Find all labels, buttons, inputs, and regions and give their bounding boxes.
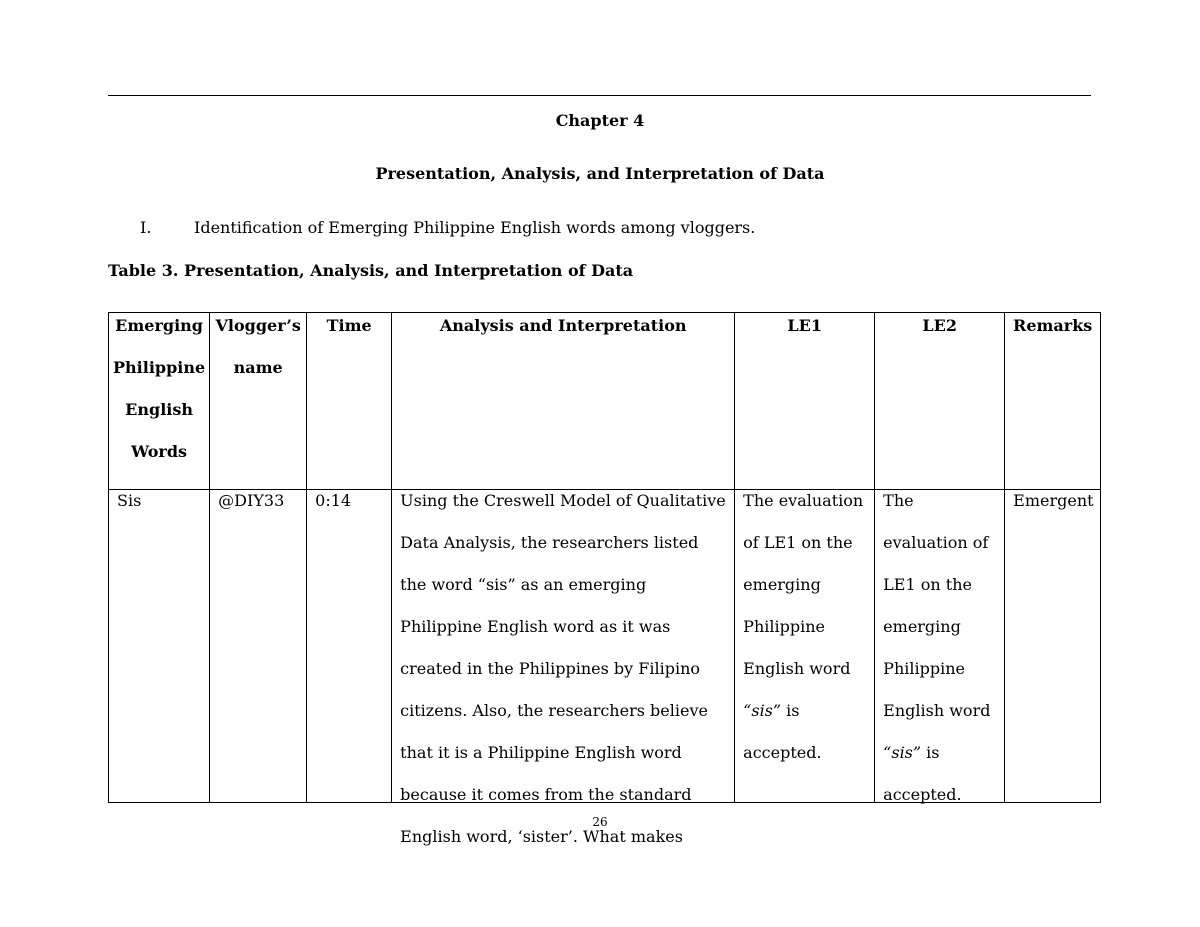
header-analysis: Analysis and Interpretation: [392, 313, 735, 490]
header-le2: LE2: [875, 313, 1005, 490]
page-number: 26: [592, 815, 608, 829]
list-item-text: Identification of Emerging Philippine English words among vloggers.: [194, 218, 756, 237]
table-header-row: [109, 313, 1101, 490]
chapter-heading: Chapter 4: [555, 111, 645, 130]
cell-vlogger: @DIY33: [210, 490, 307, 803]
cell-le2: [875, 490, 1005, 803]
section-title: Presentation, Analysis, and Interpretation of Data: [375, 164, 825, 183]
table-row: [109, 490, 1101, 803]
le1-text-before: The evaluation of LE1 on the emerging Philippine English word: [743, 491, 864, 678]
cell-time: 0:14: [307, 490, 392, 803]
le2-text-before: The evaluation of LE1 on the emerging Philippine English word: [883, 491, 991, 720]
cell-le1: [735, 490, 875, 803]
header-emerging-words: Emerging Philippine English Words: [109, 313, 210, 490]
table-caption: Table 3. Presentation, Analysis, and Interpretation of Data: [108, 261, 634, 280]
header-vlogger-name: Vlogger’s name: [210, 313, 307, 490]
cell-remarks: Emergent: [1005, 490, 1101, 803]
le2-text-after: is accepted.: [883, 743, 962, 804]
le2-word-italic: “sis”: [883, 743, 922, 762]
le1-word-italic: “sis”: [743, 701, 782, 720]
le1-text-after: is accepted.: [743, 701, 822, 762]
header-rule: [108, 95, 1091, 96]
cell-analysis: Using the Creswell Model of Qualitative Data Analysis, the researchers listed the word “sis” as an emerging Philippine English word as it was created in the Philippines by Filipino citizens. Also, the researchers believe that it is a Philippine English word because it comes from the standard English word, ‘sister’. What makes: [392, 490, 735, 803]
header-remarks: Remarks: [1005, 313, 1101, 490]
header-le1: LE1: [735, 313, 875, 490]
header-time: Time: [307, 313, 392, 490]
list-item: [140, 218, 755, 237]
cell-word: Sis: [109, 490, 210, 803]
list-item-number: I.: [140, 218, 152, 237]
